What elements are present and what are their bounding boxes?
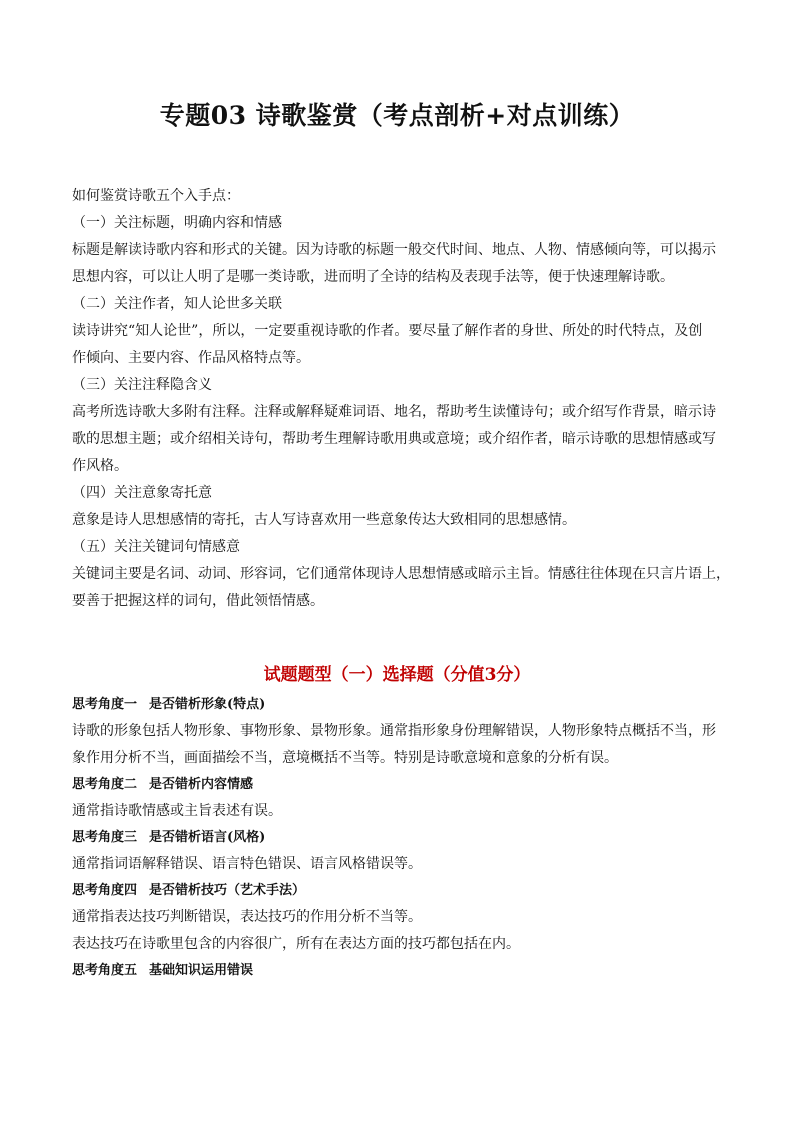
angle-2: [72, 772, 730, 825]
angles-section: [72, 692, 730, 984]
angle-text-line: 象作用分析不当，画面描绘不当，意境概括不当等。特别是诗歌意境和意象的分析有误。: [72, 750, 618, 766]
point-heading: （五）关注关键词句情感意: [72, 539, 240, 555]
angle-3: [72, 825, 730, 878]
angle-label: 思考角度五: [72, 963, 138, 978]
point-text-line: 作倾向、主要内容、作品风格特点等。: [72, 350, 310, 366]
angle-topic: 是否错析内容情感: [149, 777, 254, 792]
intro-lead: 如何鉴赏诗歌五个入手点：: [72, 188, 240, 204]
point-text-line: 标题是解读诗歌内容和形式的关键。因为诗歌的标题一般交代时间、地点、人物、情感倾向等，可以揭示: [72, 242, 716, 258]
angle-label: 思考角度四: [72, 883, 138, 898]
angle-text-line: 表达技巧在诗歌里包含的内容很广，所有在表达方面的技巧都包括在内。: [72, 936, 520, 952]
angle-heading: [72, 692, 730, 718]
angle-1: [72, 692, 730, 772]
point-text-line: 要善于把握这样的词句，借此领悟情感。: [72, 593, 324, 609]
point-text-line: 关键词主要是名词、动词、形容词，它们通常体现诗人思想情感或暗示主旨。情感往往体现在只言片语上，: [72, 566, 730, 582]
angle-4: [72, 878, 730, 958]
angle-topic: 是否错析技巧（艺术手法）: [149, 883, 306, 898]
point-heading: （二）关注作者，知人论世多关联: [72, 296, 282, 312]
angle-heading: [72, 878, 730, 904]
angle-topic: 是否错析语言(风格): [149, 830, 266, 845]
intro-section: [72, 183, 730, 615]
point-3: [72, 372, 730, 480]
point-5: [72, 534, 730, 615]
point-4: [72, 480, 730, 534]
angle-heading: [72, 772, 730, 798]
point-heading: （四）关注意象寄托意: [72, 485, 212, 501]
point-text-line: 作风格。: [72, 458, 128, 474]
angle-text-line: 通常指词语解释错误、语言特色错误、语言风格错误等。: [72, 856, 422, 872]
angle-text-line: 诗歌的形象包括人物形象、事物形象、景物形象。通常指形象身份理解错误，人物形象特点概括不当，形: [72, 723, 716, 739]
angle-label: 思考角度三: [72, 830, 138, 845]
point-heading: （一）关注标题，明确内容和情感: [72, 215, 282, 231]
point-1: [72, 210, 730, 291]
point-text-line: 歌的思想主题；或介绍相关诗句，帮助考生理解诗歌用典或意境；或介绍作者，暗示诗歌的思想情感或写: [72, 431, 716, 447]
angle-topic: 是否错析形象(特点): [149, 697, 266, 712]
point-2: [72, 291, 730, 372]
point-text-line: 思想内容，可以让人明了是哪一类诗歌，进而明了全诗的结构及表现手法等，便于快速理解诗歌。: [72, 269, 674, 285]
angle-text-line: 通常指表达技巧判断错误，表达技巧的作用分析不当等。: [72, 909, 422, 925]
angle-5: [72, 958, 730, 984]
angle-label: 思考角度一: [72, 697, 138, 712]
point-heading: （三）关注注释隐含义: [72, 377, 212, 393]
angle-heading: [72, 825, 730, 851]
point-text-line: 意象是诗人思想感情的寄托，古人写诗喜欢用一些意象传达大致相同的思想感情。: [72, 512, 576, 528]
section-title: 试题题型（一）选择题（分值3分）: [263, 665, 531, 685]
point-text-line: 读诗讲究“知人论世”，所以，一定要重视诗歌的作者。要尽量了解作者的身世、所处的时代特点，及创: [72, 323, 703, 339]
document-title: 专题03 诗歌鉴赏（考点剖析+对点训练）: [159, 101, 635, 130]
point-text-line: 高考所选诗歌大多附有注释。注释或解释疑难词语、地名，帮助考生读懂诗句；或介绍写作背景，暗示诗: [72, 404, 716, 420]
angle-heading: [72, 958, 730, 984]
angle-label: 思考角度二: [72, 777, 138, 792]
angle-text-line: 通常指诗歌情感或主旨表述有误。: [72, 803, 282, 819]
angle-topic: 基础知识运用错误: [149, 963, 254, 978]
